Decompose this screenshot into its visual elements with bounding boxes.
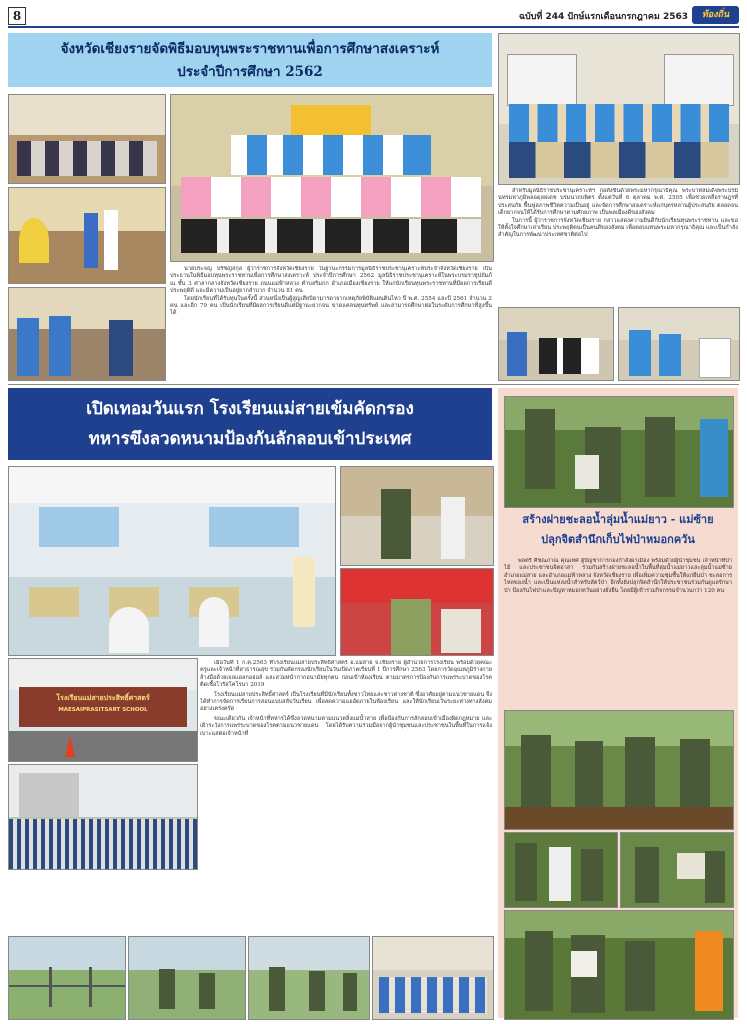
photo-temperature-check [340,568,494,656]
page-number: 8 [8,7,26,25]
article2-headline-line2: ทหารขึงลวดหนามป้องกันลักลอบเข้าประเทศ [88,429,412,449]
article2-body [200,660,492,880]
school-sign-english: MAESAIPRASITSART SCHOOL [58,707,148,713]
article1-right-paragraph-1: สำหรับมูลนิธิราชประชานุเคราะห์ฯ ก่อตั้งขึ้นด้วยพระมหากรุณาธิคุณ พระบาทสมเด็จพระปรมินทรมหาภูมิพลอดุลยเดช บรมนาถบพิตร ตั้งแต่วันที่ 6 ตุลาคม พ.ศ. 2505 เพื่อช่วยเหลือราษฎรที่ประสบภัย ฟื้นฟูสภาพชีวิตความเป็นอยู่ และจัดการศึกษาสงเคราะห์แก่บุตรหลานผู้ประสบภัย ตลอดจนเด็กยากจนให้ได้รับการศึกษาตามศักยภาพ เป็นพลเมืองดีของสังคม [498,188,738,217]
photo-weir-soldiers [504,396,734,508]
article2-headline [8,388,492,460]
photo-classroom [8,466,336,656]
photo-ceremony-1 [8,94,166,184]
photo-students-2 [618,307,740,381]
article3-body [504,558,732,706]
article2-headline-line1: เปิดเทอมวันแรก โรงเรียนแม่สายเข้มคัดกรอง [86,399,414,419]
article1-right-paragraph-2: ในการนี้ ผู้ว่าราชการจังหวัดเชียงราย กล่าวแสดงความยินดีกับนักเรียนทุนพระราชทาน และขอให้ตั้งใจศึกษาเล่าเรียน ประพฤติตนเป็นคนดีของสังคม เพื่อตอบแทนพระมหากรุณาธิคุณ และเป็นกำลังสำคัญในการพัฒนาประเทศชาติต่อไป [498,217,738,239]
article1-body-right [498,188,738,300]
article1-body-main [170,266,492,382]
article2-paragraph-2: โรงเรียนแม่สายประสิทธิ์ศาสตร์ เป็นโรงเรียนที่มีนักเรียนทั้งชาวไทยและชาวต่างชาติ ซึ่งอาศัยอยู่ตามแนวชายแดน จึงได้ทำการจัดการเรียนการสอนแบบสลับวันเรียน เพื่อลดความแออัดภายในห้องเรียน และให้นักเรียนเว้นระยะห่างทางสังคมอย่างเคร่งครัด [200,691,492,713]
photo-meeting [372,936,494,1020]
article1-headline [8,33,492,87]
photo-assembly [8,764,198,870]
photo-group-right [498,33,740,185]
article1-paragraph-2: โดยนักเรียนที่ได้รับทุนในครั้งนี้ ส่วนหนึ่งเป็นผู้สูญเสียบิดามารดาจากเหตุภัยพิบัติแผ่นดินไหว ปี พ.ศ. 2554 และปี 2561 จำนวน 2 คน และอีก 79 คน เป็นนักเรียนที่มีผลการเรียนดีแต่มีฐานะยากจน ขาดแคลนทุนทรัพย์ และสามารถศึกษาต่อในระดับการศึกษาที่สูงขึ้นได้ [170,295,492,317]
article3-paragraph: พลตรี ศิชณภาณ คุณเทศ ผู้บัญชาการกองกำลังผาเมือง พร้อมด้วยผู้นำชุมชน เจ้าหน้าที่ป่าไม้ และประชาชนจิตอาสา ร่วมกันสร้างฝายชะลอน้ำในพื้นที่ลุ่มน้ำแม่ยาวและลุ่มน้ำแม่ซ้าย อำเภอแม่สาย และอำเภอแม่ฟ้าหลวง จังหวัดเชียงราย เพื่อเพิ่มความชุ่มชื้นให้แก่ผืนป่า ชะลอการไหลของน้ำ และเป็นแหล่งน้ำสำหรับสัตว์ป่า อีกทั้งยังปลุกจิตสำนึกให้ประชาชนร่วมกันดูแลรักษาป่า ป้องกันไฟป่าและปัญหาหมอกควันอย่างยั่งยืน โดยมีผู้เข้าร่วมกิจกรรมจำนวนกว่า 120 คน [504,558,732,594]
photo-weir-digging [504,710,734,830]
photo-ceremony-3 [8,287,166,381]
article1-headline-line2: ประจำปีการศึกษา 2562 [177,64,323,80]
logo-text: ท้องถิ่น [701,10,730,20]
photo-weir-volunteers [504,910,734,1020]
issue-label: ฉบับที่ 244 ปักษ์แรกเดือนกรกฎาคม 2563 [518,12,688,22]
photo-barbed-wire-3 [248,936,370,1020]
photo-weir-sandbags-2 [620,832,734,908]
article3-headline [504,510,732,554]
photo-weir-sandbags-1 [504,832,618,908]
article3-headline-line2: ปลุกจิตสำนึกเก็บไฟป่าหมอกควัน [541,533,695,546]
page-header [8,6,739,28]
photo-students-1 [498,307,614,381]
article2-paragraph-1: เมื่อวันที่ 1 ก.ค.2563 ที่โรงเรียนแม่สายประสิทธิ์ศาสตร์ อ.แม่สาย จ.เชียงราย ผู้อำนวยการโรงเรียน พร้อมด้วยคณะครูและเจ้าหน้าที่สาธารณสุข ร่วมกันคัดกรองนักเรียนในวันเปิดภาคเรียนที่ 1 ปีการศึกษา 2563 โดยการวัดอุณหภูมิร่างกาย ล้างมือด้วยเจลแอลกอฮอล์ และสวมหน้ากากอนามัยทุกคน ก่อนเข้าห้องเรียน ตามมาตรการป้องกันการแพร่ระบาดของโรคติดเชื้อไวรัสโคโรนา 2019 [200,660,492,689]
photo-ceremony-2 [8,187,166,284]
article1-paragraph-1: นายประจญ ปรัชญ์สกุล ผู้ว่าราชการจังหวัดเชียงราย ในฐานะกรรมการมูลนิธิราชประชานุเคราะห์ประจำจังหวัดเชียงราย เป็นประธานในพิธีมอบทุนพระราชทานเพื่อการศึกษาสงเคราะห์ ประจำปีการศึกษา 2562 มูลนิธิราชประชานุเคราะห์ในพระบรมราชูปถัมภ์ ณ ชั้น 3 ศาลากลางจังหวัดเชียงราย ถนนแม่ฟ้าหลวง ตำบลริมกก อำเภอเมืองเชียงราย ให้แก่นักเรียนทุนพระราชทานที่มีผลการเรียนดี ประพฤติดี และมีความเป็นอยู่ยากลำบาก จำนวน 81 คน [170,266,492,295]
photo-barbed-wire-2 [128,936,246,1020]
newspaper-logo [692,6,739,24]
photo-barbed-wire-1 [8,936,126,1020]
article3-headline-line1: สร้างฝายชะลอน้ำลุ่มน้ำแม่ยาว - แม่ซ้าย [522,513,714,526]
photo-soldier-checkpoint [340,466,494,566]
photo-ceremony-main [170,94,494,262]
section-divider [8,384,739,385]
article1-headline-line1: จังหวัดเชียงรายจัดพิธีมอบทุนพระราชทานเพื่อการศึกษาสงเคราะห์ [60,41,440,57]
school-sign-text: โรงเรียนแม่สายประสิทธิ์ศาสตร์ [56,693,150,702]
article2-paragraph-3: ขณะเดียวกัน เจ้าหน้าที่ทหารได้ขึงลวดหนามตามแนวตลิ่งแม่น้ำสาย เพื่อป้องกันการลักลอบเข้าเมืองผิดกฎหมาย และเฝ้าระวังการแพร่ระบาดของโรคตามแนวชายแดน โดยได้รับความร่วมมือจากผู้นำชุมชนและประชาชนในพื้นที่ในการแจ้งเบาะแสต่อเจ้าหน้าที่ [200,715,492,737]
photo-school-sign [8,658,198,762]
